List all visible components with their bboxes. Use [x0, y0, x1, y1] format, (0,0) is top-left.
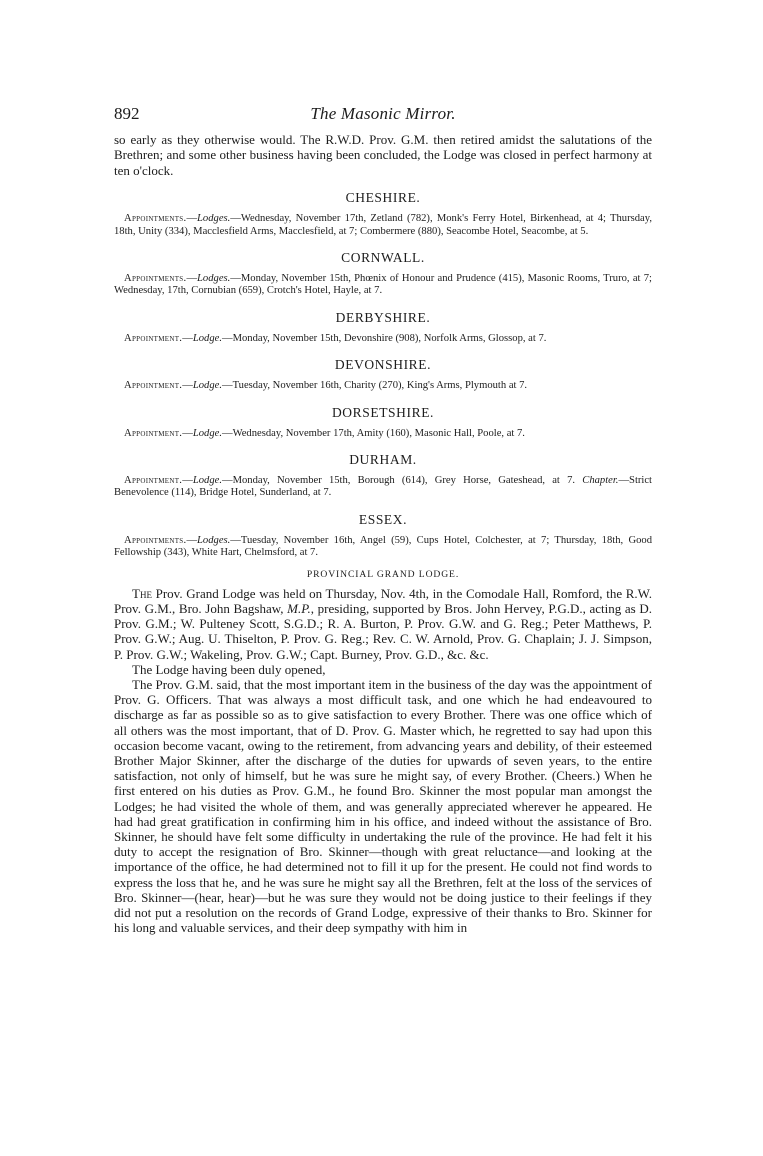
county-section-derbyshire	[114, 310, 652, 345]
county-heading: CORNWALL.	[341, 250, 425, 266]
notice-label: Appointments.	[124, 213, 187, 225]
notice-sublabel: Lodge.	[192, 427, 222, 439]
section-subheading: PROVINCIAL GRAND LODGE.	[306, 568, 460, 580]
notice-text: —Tuesday, November 16th, Charity (270), King's Arms, Plymouth at 7.	[221, 380, 528, 392]
notice-text-chapter: —Strict Benevolence (114), Bridge Hotel, Sunderland, at 7.	[114, 475, 652, 499]
page	[114, 104, 652, 935]
county-heading: DERBYSHIRE.	[335, 309, 431, 325]
intro-text-continued: , presiding, supported by Bros. John Hervey, P.G.D., acting as D. Prov. G.M.; W. Pulteney Scott, S.G.D.; R. A. Burton, P. Prov. G.W. and G. Reg.; Peter Matthews, P. Prov. G.W.; Aug. U. Thiselton, P. Prov. G. Reg.; Rev. C. W. Arnold, Prov. G. Chaplain; J. J. Simpson, P. Prov. G.W.; Wakeling, Prov. G.W.; Capt. Burney, Prov. G.D., &c. &c.	[114, 600, 652, 662]
county-section-essex	[114, 512, 652, 560]
county-notice: Appointment.—Lodge.—Tuesday, November 16th, Charity (270), King's Arms, Plymouth at 7.	[124, 380, 528, 392]
county-heading: DORSETSHIRE.	[331, 404, 435, 420]
provincial-grand-lodge-section	[114, 569, 652, 936]
county-section-cornwall	[114, 250, 652, 298]
county-section-durham	[114, 452, 652, 500]
notice-label: Appointment.	[124, 332, 183, 344]
provincial-intro	[114, 586, 652, 662]
county-notice: Appointment.—Lodge.—Monday, November 15th, Borough (614), Grey Horse, Gateshead, at 7. Chapter.—Strict Benevolence (114), Bridge Hotel, Sunderland, at 7.	[114, 475, 652, 499]
county-heading: ESSEX.	[358, 511, 408, 527]
lodge-opened-line: The Lodge having been duly opened,	[132, 661, 326, 677]
notice-label: Appointments.	[124, 534, 187, 546]
county-heading: DURHAM.	[349, 452, 417, 468]
notice-sublabel: Lodges.	[197, 273, 231, 285]
county-notice: Appointments.—Lodges.—Monday, November 15th, Phœnix of Honour and Prudence (415), Masonic Rooms, Truro, at 7; Wednesday, 17th, Cornubian (659), Crotch's Hotel, Hayle, at 7.	[114, 273, 652, 297]
county-section-devonshire	[114, 357, 652, 392]
prov-gm-speech: The Prov. G.M. said, that the most important item in the business of the day was the appointment of Prov. G. Officers. That was always a most difficult task, and one which he had endeavoured to discharge as far as possible so as to give satisfaction to every Brother. There was one office which of all others was the most important, that of D. Prov. G. Master which, he regretted to say had upon this occasion become vacant, owing to the retirement, from advancing years and debility, of their esteemed Brother Major Skinner, after the discharge of the duties for upwards of seven years, to the entire satisfaction, not only of himself, but he was sure he might say, of every Brother. (Cheers.) When he first entered on his duties as Prov. G.M., he found Bro. Skinner the most popular man amongst the Lodges; he had visited the whole of them, and was generally appreciated wherever he appeared. He had had great gratification in confirming him in his office, and indeed without the assistance of Bro. Skinner, he should have felt some difficulty in undertaking the rule of the province. He had felt it his duty to accept the resignation of Bro. Skinner—though with great reluctance—and looking at the importance of the office, he had determined not to fill it up for the present. He could not find words to express the loss that he, and he was sure he might say all the Brethren, felt at the loss of the services of Bro. Skinner—(hear, hear)—but he was sure they would not be doing justice to their feelings if they did not put a resolution on the records of Grand Lodge, expressive of their thanks to Bro. Skinner for his long and valuable services, and their deep sympathy with him in	[114, 676, 652, 936]
county-heading: CHESHIRE.	[345, 190, 421, 206]
journal-title: The Masonic Mirror.	[310, 104, 456, 123]
notice-text: —Monday, November 15th, Borough (614), Grey Horse, Gateshead, at 7.	[221, 475, 576, 487]
county-heading: DEVONSHIRE.	[334, 357, 432, 373]
intro-mp: M.P.	[287, 600, 311, 616]
running-head	[114, 104, 652, 132]
notice-sublabel: Lodge.	[192, 475, 222, 487]
county-notice: Appointments.—Lodges.—Tuesday, November 16th, Angel (59), Cups Hotel, Colchester, at 7; Thursday, 18th, Good Fellowship (343), White Hart, Chelmsford, at 7.	[114, 534, 652, 559]
notice-text: —Tuesday, November 16th, Angel (59), Cups Hotel, Colchester, at 7; Thursday, 18th, Good Fellowship (343), White Hart, Chelmsford, at 7.	[114, 534, 652, 559]
opening-paragraph: so early as they otherwise would. The R.W.D. Prov. G.M. then retired amidst the salutations of the Brethren; and some other business having been concluded, the Lodge was closed in perfect harmony at ten o'clock.	[114, 132, 652, 178]
county-section-dorsetshire	[114, 405, 652, 440]
county-notice: Appointment.—Lodge.—Monday, November 15th, Devonshire (908), Norfolk Arms, Glossop, at 7.	[124, 332, 547, 344]
notice-text: —Monday, November 15th, Phœnix of Honour and Prudence (415), Masonic Rooms, Truro, at 7; Wednesday, 17th, Cornubian (659), Crotch's Hotel, Hayle, at 7.	[114, 273, 652, 297]
notice-sublabel: Lodges.	[197, 534, 231, 546]
notice-text: —Wednesday, November 17th, Amity (160), Masonic Hall, Poole, at 7.	[221, 427, 525, 439]
notice-text: —Monday, November 15th, Devonshire (908), Norfolk Arms, Glossop, at 7.	[221, 332, 547, 344]
intro-text: Prov. Grand Lodge was held on Thursday, Nov. 4th, in the Comodale Hall, Romford, the R.W. Prov. G.M., Bro. John Bagshaw,	[114, 585, 652, 616]
first-word: The	[132, 585, 152, 601]
notice-text: —Wednesday, November 17th, Zetland (782), Monk's Ferry Hotel, Birkenhead, at 4; Thursday, 18th, Unity (334), Macclesfield Arms, Macclesfield, at 7; Combermere (880), Seacombe Hotel, Seacombe, at 5.	[114, 213, 652, 237]
county-section-cheshire	[114, 190, 652, 238]
notice-sublabel-chapter: Chapter.	[582, 475, 619, 487]
notice-sublabel: Lodges.	[197, 213, 231, 225]
notice-label: Appointment.	[124, 380, 183, 392]
notice-sublabel: Lodge.	[192, 332, 222, 344]
notice-label: Appointment.	[124, 475, 183, 487]
notice-sublabel: Lodge.	[192, 380, 222, 392]
notice-label: Appointment.	[124, 427, 183, 439]
county-notice: Appointments.—Lodges.—Wednesday, November 17th, Zetland (782), Monk's Ferry Hotel, Birkenhead, at 4; Thursday, 18th, Unity (334), Macclesfield Arms, Macclesfield, at 7; Combermere (880), Seacombe Hotel, Seacombe, at 5.	[114, 213, 652, 237]
county-notice: Appointment.—Lodge.—Wednesday, November 17th, Amity (160), Masonic Hall, Poole, at 7.	[124, 427, 525, 439]
page-number: 892	[114, 104, 140, 123]
notice-label: Appointments.	[124, 273, 187, 285]
